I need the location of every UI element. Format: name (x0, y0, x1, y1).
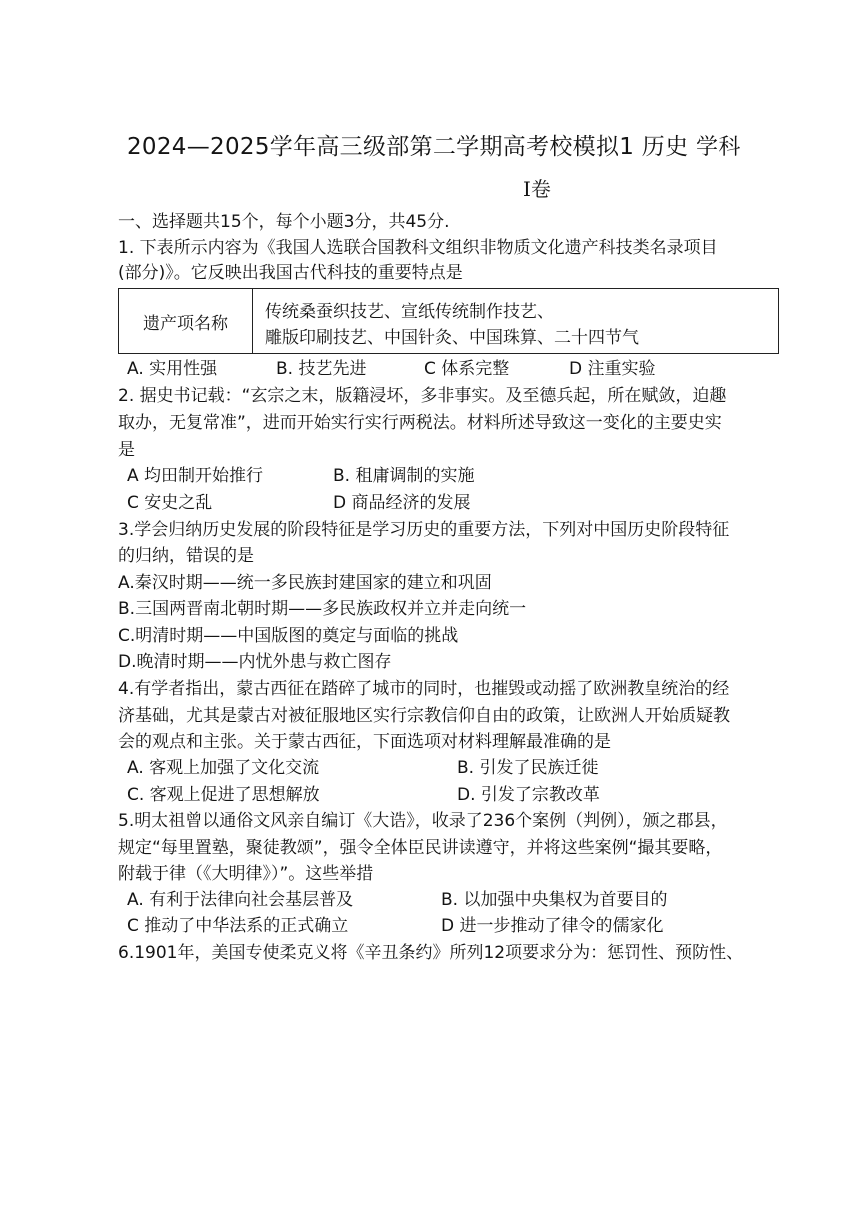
heritage-table-row1: 传统桑蚕织技艺、宣纸传统制作技艺、 (265, 302, 554, 322)
q2-option-b: B. 租庸调制的实施 (333, 466, 475, 486)
q3-option-c: C.明清时期——中国版图的奠定与面临的挑战 (118, 626, 459, 646)
q5-stem-line2: 规定“每里置塾，聚徒教颂”，强令全体臣民讲读遵守，并将这些案例“撮其要略， (118, 838, 723, 858)
section-heading: 一、选择题共15个，每个小题3分，共45分. (118, 212, 450, 232)
q2-stem-line3: 是 (118, 440, 135, 460)
q1-option-a: A. 实用性强 (127, 359, 218, 379)
q2-option-a: A 均田制开始推行 (127, 466, 264, 486)
exam-title-main: 2024—2025学年高三级部第二学期高考校模拟1 历史 (127, 134, 689, 160)
q4-option-a: A. 客观上加强了文化交流 (127, 758, 320, 778)
q5-option-b: B. 以加强中央集权为首要目的 (441, 890, 668, 910)
heritage-table-header: 遗产项名称 (119, 289, 253, 353)
q1-option-c: C 体系完整 (424, 359, 510, 379)
heritage-table (118, 288, 779, 354)
q3-stem-line2: 的归纳，错误的是 (118, 546, 254, 566)
q4-option-b: B. 引发了民族迁徙 (457, 758, 599, 778)
volume-label: Ⅰ卷 (523, 177, 551, 201)
q5-option-c: C 推动了中华法系的正式确立 (127, 916, 349, 936)
q5-stem-line3: 附载于律（《大明律》）”。这些举措 (118, 864, 374, 884)
q4-option-c: C. 客观上促进了思想解放 (127, 785, 320, 805)
q2-stem-line2: 取办，无复常准”，进而开始实行实行两税法。材料所述导致这一变化的主要史实 (118, 413, 722, 433)
q2-option-c: C 安史之乱 (127, 493, 213, 513)
exam-title (127, 133, 741, 162)
q4-stem-line3: 会的观点和主张。关于蒙古西征，下面选项对材料理解最准确的是 (118, 732, 611, 752)
q4-stem-line1: 4.有学者指出，蒙古西征在踏碎了城市的同时，也摧毁或动摇了欧洲教皇统治的经 (118, 679, 730, 699)
q6-stem-line1: 6.1901年，美国专使柔克义将《辛丑条约》所列12项要求分为：惩罚性、预防性、 (118, 943, 744, 963)
q4-option-d: D. 引发了宗教改革 (457, 785, 600, 805)
q3-option-a: A.秦汉时期——统一多民族封建国家的建立和巩固 (118, 573, 492, 593)
heritage-table-row2: 雕版印刷技艺、中国针灸、中国珠算、二十四节气 (265, 328, 639, 348)
q3-option-d: D.晚清时期——内忧外患与救亡图存 (118, 652, 392, 672)
q1-stem-line1: 1. 下表所示内容为《我国人选联合国教科文组织非物质文化遗产科技类名录项目 (118, 238, 718, 258)
q5-option-d: D 进一步推动了律令的儒家化 (441, 916, 664, 936)
q3-option-b: B.三国两晋南北朝时期——多民族政权并立并走向统一 (118, 599, 527, 619)
q1-option-d: D 注重实验 (569, 359, 656, 379)
exam-title-tail: 学科 (696, 135, 741, 160)
q5-option-a: A. 有利于法律向社会基层普及 (127, 890, 354, 910)
q2-option-d: D 商品经济的发展 (333, 493, 471, 513)
q4-stem-line2: 济基础，尤其是蒙古对被征服地区实行宗教信仰自由的政策，让欧洲人开始质疑教 (118, 706, 730, 726)
q1-stem-line2: (部分)》。它反映出我国古代科技的重要特点是 (118, 263, 463, 283)
q1-option-b: B. 技艺先进 (276, 359, 367, 379)
q2-stem-line1: 2. 据史书记载：“玄宗之末，版籍浸坏，多非事实。及至德兵起，所在赋敛，迫趣 (118, 386, 727, 406)
q5-stem-line1: 5.明太祖曾以通俗文风亲自编订《大诰》，收录了236个案例（判例），颁之郡县， (118, 811, 728, 831)
q3-stem-line1: 3.学会归纳历史发展的阶段特征是学习历史的重要方法，下列对中国历史阶段特征 (118, 520, 730, 540)
